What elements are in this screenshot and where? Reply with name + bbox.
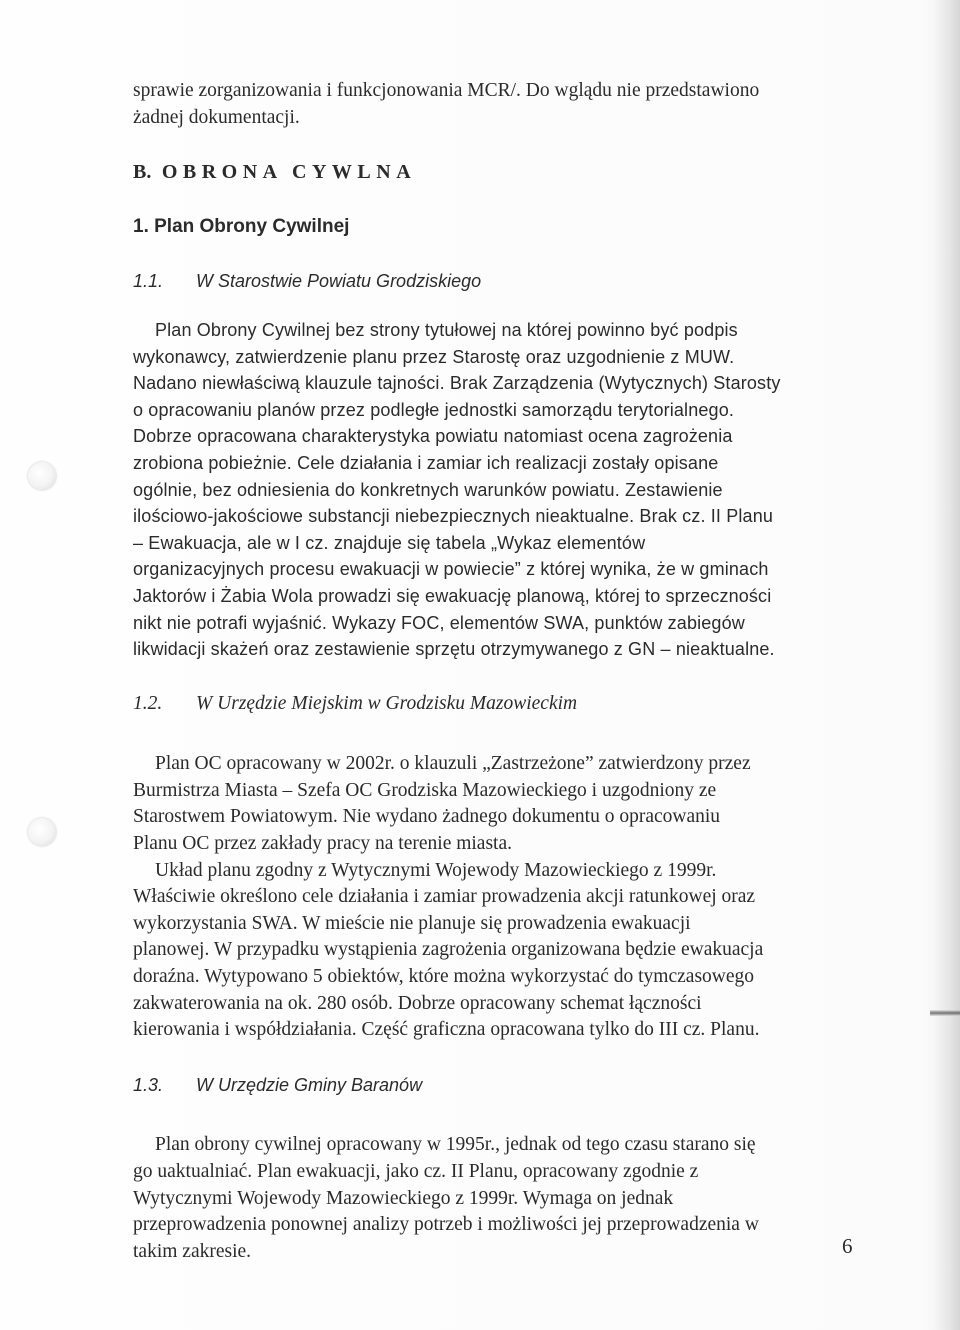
paragraph-line: zakwaterowania na ok. 280 osób. Dobrze opracowany schemat łączności	[133, 992, 702, 1014]
paragraph-line: – Ewakuacja, ale w I cz. znajduje się tabela „Wykaz elementów	[133, 532, 646, 553]
paragraph-line: ilościowo-jakościowe substancji niebezpiecznych nieaktualne. Brak cz. II Planu	[133, 506, 774, 527]
paragraph-line: przeprowadzenia ponownej analizy potrzeb i możliwości jej przeprowadzenia w	[133, 1214, 759, 1236]
subsection-2-paragraph-1	[133, 751, 861, 857]
paragraph-line: wykonawcy, zatwierdzenie planu przez Starostę oraz uzgodnienie z MUW.	[133, 346, 735, 367]
intro-line: żadnej dokumentacji.	[133, 106, 300, 128]
paragraph-line: Nadano niewłaściwą klauzule tajności. Brak Zarządzenia (Wytycznych) Starosty	[133, 373, 781, 394]
paragraph-line: Jaktorów i Żabia Wola prowadzi się ewakuację planową, której to sprzeczności	[133, 585, 772, 606]
paragraph-line: planowej. W przypadku wystąpienia zagrożenia organizowana będzie ewakuacja	[133, 939, 764, 961]
paragraph-line: Burmistrza Miasta – Szefa OC Grodziska Mazowieckiego i uzgodniony ze	[133, 779, 717, 801]
document-body	[133, 78, 861, 1265]
intro-paragraph	[133, 78, 861, 131]
paragraph-line: likwidacji skażeń oraz zestawienie sprzętu otrzymywanego z GN – nieaktualne.	[133, 639, 775, 660]
page-edge-mark	[930, 1010, 960, 1016]
punch-hole	[28, 462, 56, 490]
paragraph-line: Starostwem Powiatowym. Nie wydano żadnego dokumentu o opracowaniu	[133, 806, 721, 828]
paragraph-line: ogólnie, bez odniesienia do konkretnych warunków powiatu. Zestawienie	[133, 479, 723, 500]
subsection-title: W Starostwie Powiatu Grodziskiego	[196, 271, 482, 292]
subsection-number: 1.1.	[133, 271, 164, 292]
subsection-heading	[133, 268, 861, 295]
paragraph-line: Plan Obrony Cywilnej bez strony tytułowej na której powinno być podpis	[155, 319, 738, 340]
paragraph-line: zrobiona pobieżnie. Cele działania i zamiar ich realizacji zostały opisane	[133, 452, 719, 473]
paragraph-line: Dobrze opracowana charakterystyka powiatu natomiast ocena zagrożenia	[133, 426, 733, 447]
chapter-heading: 1. Plan Obrony Cywilnej	[133, 215, 350, 237]
subsection-title: W Urzędzie Miejskim w Grodzisku Mazowieckim	[196, 692, 578, 714]
section-letter: B.	[133, 161, 152, 184]
subsection-title: W Urzędzie Gminy Baranów	[196, 1074, 423, 1095]
paragraph-line: Wytycznymi Wojewody Mazowieckiego z 1999r. Wymaga on jednak	[133, 1187, 674, 1209]
page-edge-shadow	[934, 0, 960, 1330]
paragraph-line: kierowania i współdziałania. Część graficzna opracowana tylko do III cz. Planu.	[133, 1019, 760, 1041]
section-heading	[133, 159, 861, 186]
paragraph-line: go uaktualniać. Plan ewakuacji, jako cz. II Planu, opracowany zgodnie z	[133, 1161, 699, 1182]
paragraph-line: nikt nie potrafi wyjaśnić. Wykazy FOC, elementów SWA, punktów zabiegów	[133, 612, 745, 633]
punch-hole	[28, 818, 56, 846]
paragraph-line: organizacyjnych procesu ewakuacji w powiecie” z której wynika, że w gminach	[133, 559, 769, 580]
paragraph-line: takim zakresie.	[133, 1240, 252, 1262]
subsection-heading	[133, 1072, 861, 1099]
subsection-1-paragraph	[133, 317, 861, 663]
paragraph-line: Właściwie określono cele działania i zamiar prowadzenia akcji ratunkowej oraz	[133, 886, 756, 908]
subsection-3-paragraph	[133, 1132, 861, 1265]
page-number: 6	[842, 1234, 853, 1258]
paragraph-line: wykorzystania SWA. W mieście nie planuje się prowadzenia ewakuacji	[133, 912, 691, 934]
paragraph-line: Planu OC przez zakłady pracy na terenie miasta.	[133, 833, 513, 855]
paragraph-line: Plan OC opracowany w 2002r. o klauzuli „Zastrzeżone” zatwierdzony przez	[155, 753, 751, 775]
subsection-2-paragraph-2	[133, 858, 861, 1044]
subsection-heading	[133, 691, 861, 718]
section-title: OBRONA CYWLNA	[161, 161, 417, 184]
subsection-number: 1.3.	[133, 1074, 164, 1095]
paragraph-line: doraźna. Wytypowano 5 obiektów, które można wykorzystać do tymczasowego	[133, 966, 755, 988]
paragraph-line: Plan obrony cywilnej opracowany w 1995r., jednak od tego czasu starano się	[155, 1134, 756, 1156]
paragraph-line: o opracowaniu planów przez podległe jednostki samorządu terytorialnego.	[133, 399, 735, 420]
paragraph-line: Układ planu zgodny z Wytycznymi Wojewody Mazowieckiego z 1999r.	[155, 859, 717, 881]
intro-line: sprawie zorganizowania i funkcjonowania MCR/. Do wglądu nie przedstawiono	[133, 80, 760, 101]
subsection-number: 1.2.	[133, 692, 163, 714]
